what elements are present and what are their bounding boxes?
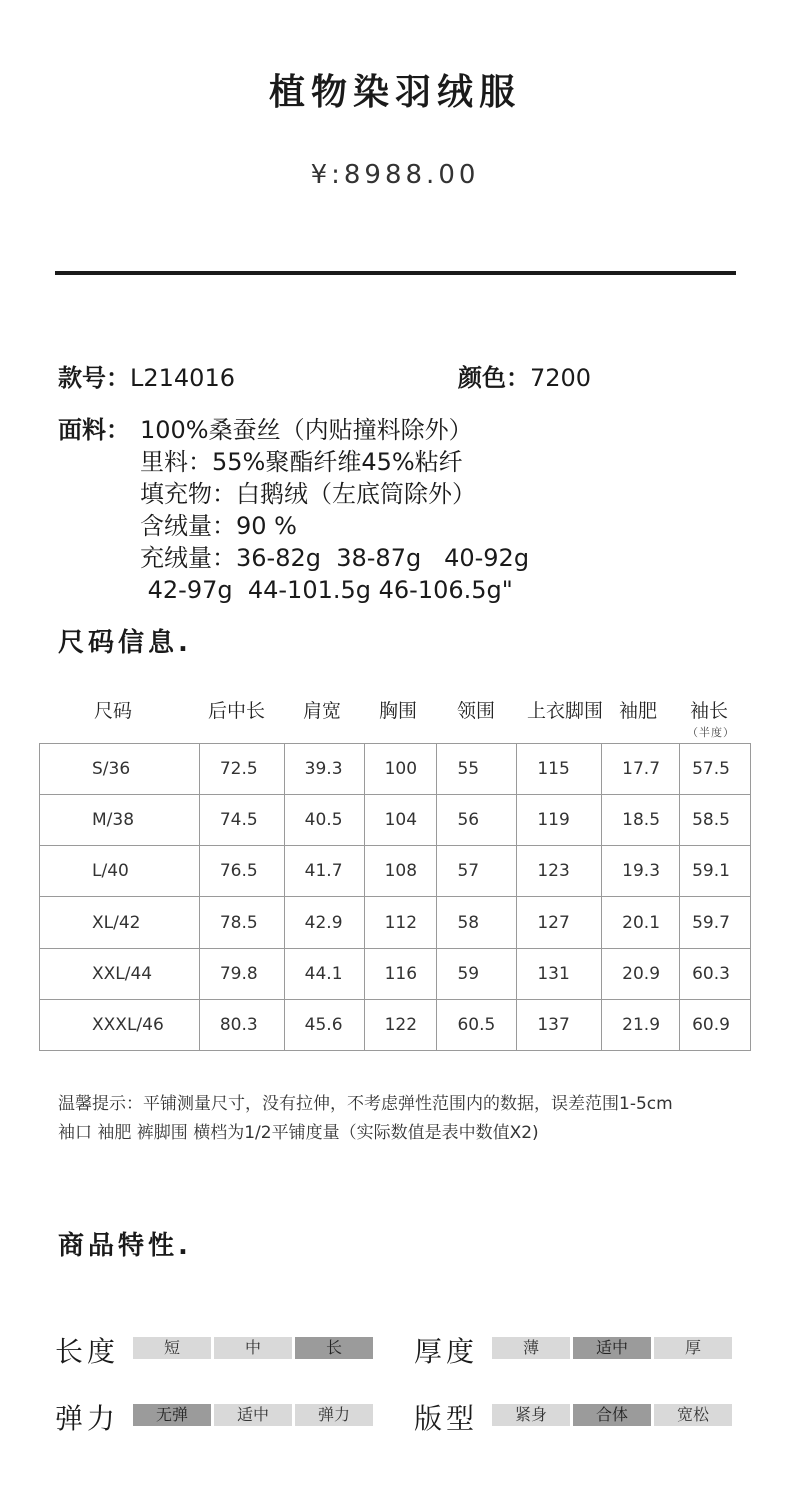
product-title: 植物染羽绒服 xyxy=(268,72,521,113)
scale-option: 合体 xyxy=(573,1404,651,1426)
measure-cell: 59.1 xyxy=(680,846,751,897)
measure-cell: 119 xyxy=(517,795,602,846)
fabric-details xyxy=(58,414,529,606)
size-table xyxy=(39,743,751,1051)
header-cell: 袖长 xyxy=(690,700,729,722)
measure-cell: 74.5 xyxy=(199,795,284,846)
measure-cell: 58 xyxy=(437,897,517,948)
measure-cell: 57.5 xyxy=(680,744,751,795)
measure-cell: 131 xyxy=(517,948,602,999)
note-line: 袖口 袖肥 裤脚围 横档为1/2平铺度量（实际数值是表中数值X2) xyxy=(58,1123,539,1143)
table-row xyxy=(40,948,751,999)
measure-cell: 80.3 xyxy=(199,999,284,1050)
size-table-header xyxy=(0,696,790,739)
fabric-line: 含绒量：90 % xyxy=(140,512,297,540)
scale-option: 中 xyxy=(214,1337,292,1359)
scale-option: 长 xyxy=(295,1337,373,1359)
feature-scale xyxy=(133,1337,373,1359)
measure-cell: 20.9 xyxy=(602,948,680,999)
divider xyxy=(55,271,736,275)
header-cell: 尺码 xyxy=(94,700,133,722)
scale-option: 无弹 xyxy=(133,1404,211,1426)
fabric-line: 充绒量：36-82g 38-87g 40-92g xyxy=(140,544,530,572)
scale-option: 薄 xyxy=(492,1337,570,1359)
table-row xyxy=(40,897,751,948)
measurement-notes xyxy=(58,1090,673,1148)
measure-cell: 42.9 xyxy=(284,897,364,948)
header-cell: 肩宽 xyxy=(303,700,342,722)
header-cell: 胸围 xyxy=(379,700,418,722)
measure-cell: 79.8 xyxy=(199,948,284,999)
size-section-title: 尺码信息. xyxy=(58,628,192,658)
measure-cell: 20.1 xyxy=(602,897,680,948)
measure-cell: 76.5 xyxy=(199,846,284,897)
features-title: 商品特性. xyxy=(58,1231,192,1261)
scale-option: 弹力 xyxy=(295,1404,373,1426)
measure-cell: 21.9 xyxy=(602,999,680,1050)
size-cell: L/40 xyxy=(40,846,200,897)
measure-cell: 56 xyxy=(437,795,517,846)
fabric-line: 42-97g 44-101.5g 46-106.5g" xyxy=(140,576,513,604)
header-cell: 领围 xyxy=(457,700,496,722)
color-code-label: 颜色： xyxy=(458,364,530,392)
note-line: 温馨提示：平铺测量尺寸，没有拉伸，不考虑弹性范围内的数据，误差范围1-5cm xyxy=(58,1094,673,1114)
size-cell: XL/42 xyxy=(40,897,200,948)
color-code-value: 7200 xyxy=(530,364,592,392)
measure-cell: 59 xyxy=(437,948,517,999)
measure-cell: 112 xyxy=(364,897,437,948)
table-row xyxy=(40,846,751,897)
style-number-label: 款号： xyxy=(58,364,130,392)
size-cell: M/38 xyxy=(40,795,200,846)
scale-option: 厚 xyxy=(654,1337,732,1359)
size-cell: XXXL/46 xyxy=(40,999,200,1050)
measure-cell: 127 xyxy=(517,897,602,948)
measure-cell: 45.6 xyxy=(284,999,364,1050)
measure-cell: 104 xyxy=(364,795,437,846)
table-row xyxy=(40,795,751,846)
measure-cell: 55 xyxy=(437,744,517,795)
measure-cell: 19.3 xyxy=(602,846,680,897)
header-cell: 后中长 xyxy=(208,700,266,722)
header-cell: 袖肥 xyxy=(619,700,658,722)
style-number-value: L214016 xyxy=(130,364,235,392)
measure-cell: 108 xyxy=(364,846,437,897)
measure-cell: 60.3 xyxy=(680,948,751,999)
product-price: ¥:8988.00 xyxy=(310,160,480,190)
measure-cell: 123 xyxy=(517,846,602,897)
table-row xyxy=(40,744,751,795)
measure-cell: 122 xyxy=(364,999,437,1050)
half-measure-note: （半度） xyxy=(687,726,735,739)
measure-cell: 57 xyxy=(437,846,517,897)
feature-scale xyxy=(492,1404,732,1426)
measure-cell: 78.5 xyxy=(199,897,284,948)
scale-option: 适中 xyxy=(214,1404,292,1426)
measure-cell: 58.5 xyxy=(680,795,751,846)
scale-option: 宽松 xyxy=(654,1404,732,1426)
feature-scale xyxy=(492,1337,732,1359)
measure-cell: 41.7 xyxy=(284,846,364,897)
fabric-line: 100%桑蚕丝（内贴撞料除外） xyxy=(140,416,473,444)
measure-cell: 17.7 xyxy=(602,744,680,795)
measure-cell: 115 xyxy=(517,744,602,795)
scale-option: 紧身 xyxy=(492,1404,570,1426)
table-row xyxy=(40,999,751,1050)
measure-cell: 72.5 xyxy=(199,744,284,795)
scale-option: 适中 xyxy=(573,1337,651,1359)
size-cell: XXL/44 xyxy=(40,948,200,999)
feature-label: 厚度 xyxy=(414,1335,479,1368)
measure-cell: 116 xyxy=(364,948,437,999)
measure-cell: 100 xyxy=(364,744,437,795)
header-cell: 上衣脚围 xyxy=(527,700,604,722)
measure-cell: 59.7 xyxy=(680,897,751,948)
measure-cell: 60.5 xyxy=(437,999,517,1050)
measure-cell: 18.5 xyxy=(602,795,680,846)
size-cell: S/36 xyxy=(40,744,200,795)
feature-label: 版型 xyxy=(414,1402,479,1435)
measure-cell: 39.3 xyxy=(284,744,364,795)
feature-scale xyxy=(133,1404,373,1426)
measure-cell: 137 xyxy=(517,999,602,1050)
fabric-line: 里料：55%聚酯纤维45%粘纤 xyxy=(140,448,463,476)
measure-cell: 44.1 xyxy=(284,948,364,999)
scale-option: 短 xyxy=(133,1337,211,1359)
feature-label: 长度 xyxy=(55,1335,120,1368)
feature-label: 弹力 xyxy=(55,1402,120,1435)
measure-cell: 40.5 xyxy=(284,795,364,846)
fabric-label: 面料： xyxy=(58,416,130,444)
measure-cell: 60.9 xyxy=(680,999,751,1050)
color-code xyxy=(458,358,591,393)
style-number xyxy=(58,358,235,393)
fabric-line: 填充物：白鹅绒（左底筒除外） xyxy=(140,480,476,508)
